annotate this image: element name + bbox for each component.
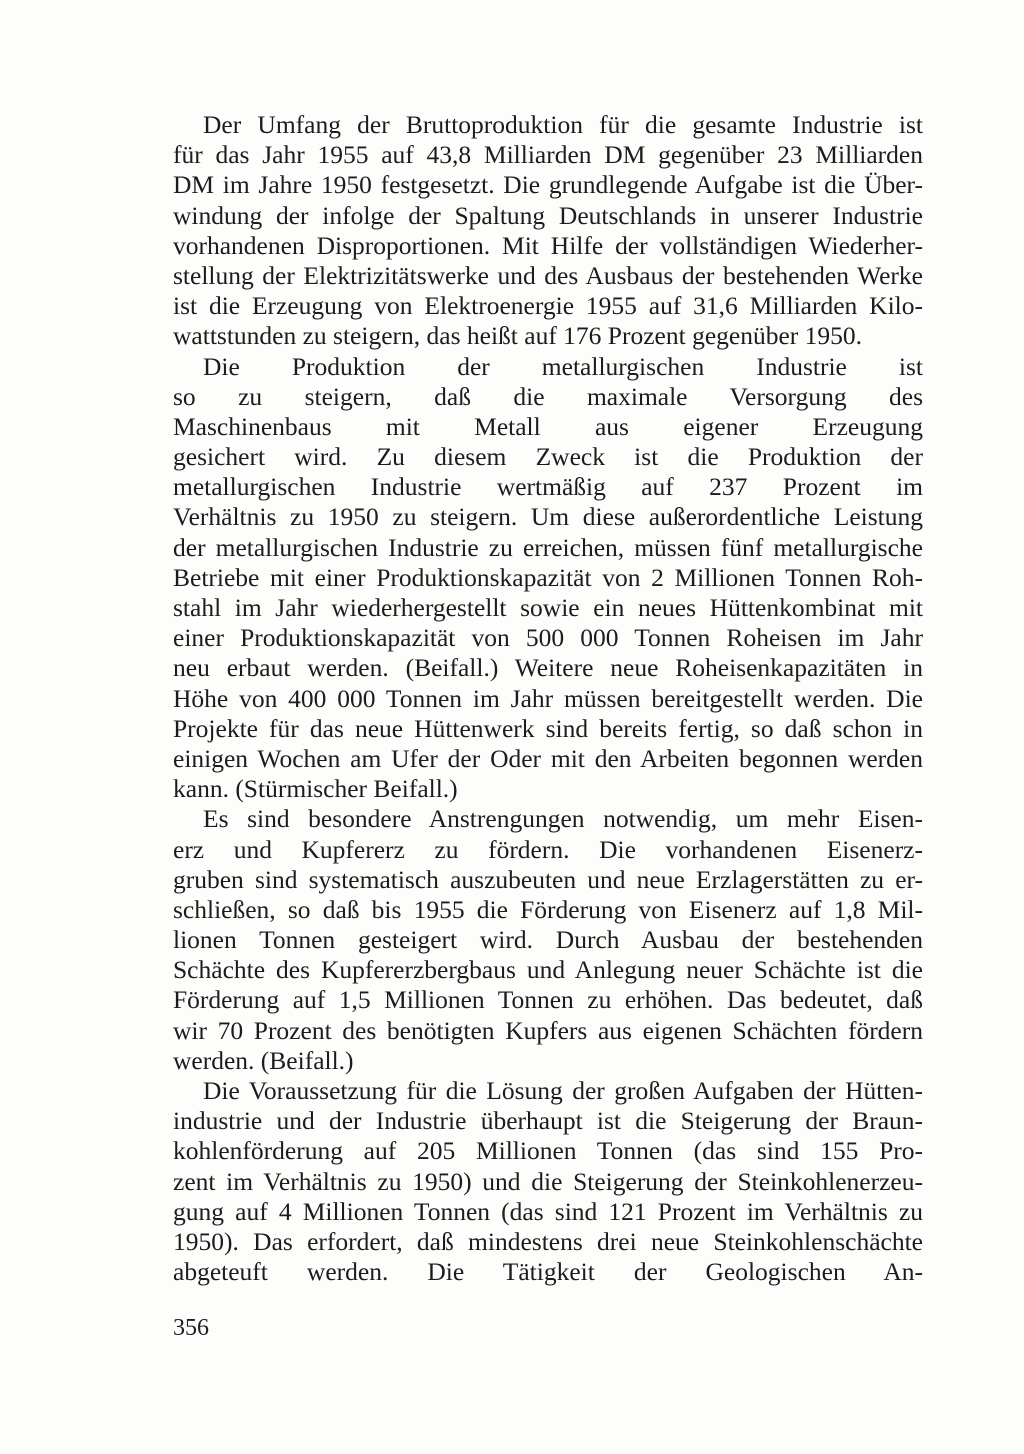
text-line: stellung der Elektrizitätswerke und des Ausbaus der bestehenden Werke [173,260,923,290]
text-line: Die Produktion der metallurgischen Industrie ist [203,351,923,381]
text-line: windung der infolge der Spaltung Deutschlands in unserer Industrie [173,200,923,230]
text-line: gung auf 4 Millionen Tonnen (das sind 121 Prozent im Verhältnis zu [173,1196,923,1226]
text-line: 1950). Das erfordert, daß mindestens drei neue Steinkohlenschächte [173,1226,923,1256]
text-line: einigen Wochen am Ufer der Oder mit den Arbeiten begonnen werden [173,743,923,773]
text-line: Der Umfang der Bruttoproduktion für die gesamte Industrie ist [203,110,923,139]
text-line: wattstunden zu steigern, das heißt auf 176 Prozent gegenüber 1950. [173,321,863,351]
text-line: der metallurgischen Industrie zu erreichen, müssen fünf metallurgische [173,532,923,562]
text-line: Höhe von 400 000 Tonnen im Jahr müssen bereitgestellt werden. Die [173,683,923,713]
page-number: 356 [173,1315,209,1341]
text-line: zent im Verhältnis zu 1950) und die Steigerung der Steinkohlenerzeu- [173,1166,923,1196]
text-line: stahl im Jahr wiederhergestellt sowie ein neues Hüttenkombinat mit [173,593,923,622]
text-line: lionen Tonnen gesteigert wird. Durch Ausbau der bestehenden [173,925,923,955]
paragraph [173,804,923,1076]
text-line: Schächte des Kupfererzbergbaus und Anlegung neuer Schächte ist die [173,955,923,985]
text-line: für das Jahr 1955 auf 43,8 Milliarden DM gegenüber 23 Milliarden [173,140,923,170]
text-line: ist die Erzeugung von Elektroenergie 1955 auf 31,6 Milliarden Kilo- [173,291,923,321]
text-line: Maschinenbaus mit Metall aus eigener Erzeugung [173,411,923,441]
paragraph [173,1076,923,1287]
text-line: Projekte für das neue Hüttenwerk sind bereits fertig, so daß schon in [173,713,923,743]
text-line: schließen, so daß bis 1955 die Förderung von Eisenerz auf 1,8 Mil- [173,894,923,924]
text-line: Verhältnis zu 1950 zu steigern. Um diese außerordentliche Leistung [173,502,923,532]
text-line: DM im Jahre 1950 festgesetzt. Die grundlegende Aufgabe ist die Über- [173,170,923,200]
text-line: Förderung auf 1,5 Millionen Tonnen zu erhöhen. Das bedeutet, daß [173,985,923,1015]
text-line: industrie und der Industrie überhaupt ist die Steigerung der Braun- [173,1106,923,1136]
text-line: so zu steigern, daß die maximale Versorgung des [173,381,923,411]
text-line: abgeteuft werden. Die Tätigkeit der Geologischen An- [173,1257,923,1287]
text-line: neu erbaut werden. (Beifall.) Weitere neue Roheisenkapazitäten in [173,653,923,683]
text-line: Es sind besondere Anstrengungen notwendig, um mehr Eisen- [203,804,923,834]
text-line: werden. (Beifall.) [173,1045,354,1075]
text-line: Betriebe mit einer Produktionskapazität von 2 Millionen Tonnen Roh- [173,562,923,592]
text-line: einer Produktionskapazität von 500 000 Tonnen Roheisen im Jahr [173,623,923,653]
text-line: Die Voraussetzung für die Lösung der großen Aufgaben der Hütten- [203,1076,923,1105]
text-line: gesichert wird. Zu diesem Zweck ist die Produktion der [173,442,923,472]
body-text [173,110,923,1287]
paragraph [173,110,923,352]
text-line: wir 70 Prozent des benötigten Kupfers aus eigenen Schächten fördern [173,1015,923,1045]
text-line: gruben sind systematisch auszubeuten und neue Erzlagerstätten zu er- [173,864,923,894]
text-line: metallurgischen Industrie wertmäßig auf 237 Prozent im [173,472,923,502]
paragraph [173,352,923,805]
text-line: vorhandenen Disproportionen. Mit Hilfe der vollständigen Wiederher- [173,230,923,260]
text-line: kohlenförderung auf 205 Millionen Tonnen (das sind 155 Pro- [173,1136,923,1166]
text-line: erz und Kupfererz zu fördern. Die vorhandenen Eisenerz- [173,834,923,864]
text-line: kann. (Stürmischer Beifall.) [173,774,458,804]
